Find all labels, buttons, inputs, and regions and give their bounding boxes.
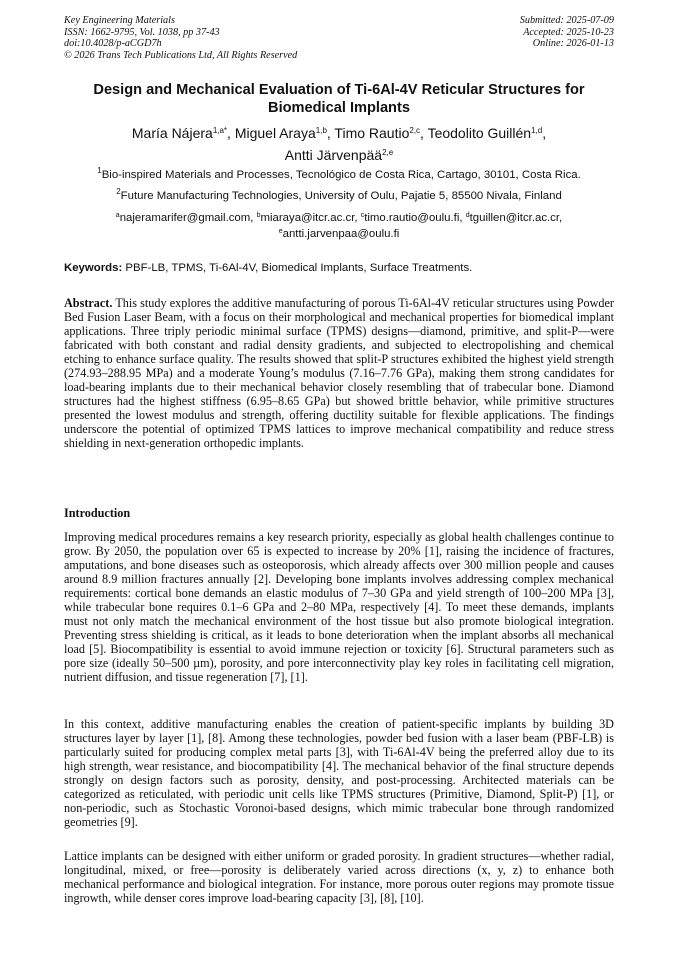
doi-line[interactable]: doi:10.4028/p-aCGD7h	[64, 38, 162, 50]
dates-header	[520, 15, 614, 50]
email-link[interactable]: $^e$antti.jarvenpaa@oulu.fi	[278, 228, 400, 240]
paper-title: Design and Mechanical Evaluation of Ti-6Al-4V Reticular Structures for Biomedical Implants	[93, 82, 585, 116]
email-link[interactable]: $^c$timo.rautio@oulu.fi	[360, 212, 460, 224]
intro-paragraph-1: Improving medical procedures remains a key research priority, especially as global health challenges continue to grow. By 2050, the population over 65 is expected to increase by 20% [1], raising the incidence of fractures, amputations, and bone diseases such as osteoporosis, which already affects over 300 million people and causes around 8.9 million fractures annually [2]. Developing bone implants involves addressing complex mechanical requirements: cortical bone demands an elastic modulus of 7–30 GPa and yield strength of 100–200 MPa [3], while trabecular bone requires 0.1–6 GPa and 2–80 MPa, respectively [4]. To meet these demands, implants must not only match the mechanical environment of the host tissue but also promote biological integration. Preventing stress shielding is critical, as it leads to bone deterioration when the implant absorbs all mechanical load [5]. Biocompatibility is essential to avoid immune rejection or toxicity [6]. Structural parameters such as pore size (ideally 50–500 µm), porosity, and pore interconnectivity play key roles in facilitating cell migration, nutrient diffusion, and tissue regeneration [7], [1].	[64, 530, 614, 684]
affiliation-2: $^2$Future Manufacturing Technologies, University of Oulu, Pajatie 5, 85500 Nivala, Finland	[116, 187, 562, 202]
intro-paragraph-3: Lattice implants can be designed with either uniform or graded porosity. In gradient structures—whether radial, longitudinal, mixed, or free—porosity is deliberately varied across directions (x, y, z) to enhance both mechanical performance and biological integration. For instance, more porous outer regions may promote tissue ingrowth, while denser cores improve load-bearing capacity [3], [8], [10].	[64, 849, 614, 905]
section-heading-introduction: Introduction	[64, 506, 131, 520]
keywords-label: Keywords:	[64, 262, 123, 274]
online-date: Online: 2026-01-13	[532, 38, 614, 50]
issn-line: ISSN: 1662-9795, Vol. 1038, pp 37-43	[64, 26, 220, 38]
author: Timo Rautio$^{2,c}$,	[334, 125, 428, 141]
email-list: $^a$najeramarifer@gmail.com, $^b$miaraya@itcr.ac.cr, $^c$timo.rautio@oulu.fi, $^d$tguillen@itcr.ac.cr, $^e$antti.jarvenpaa@oulu.fi	[115, 212, 563, 240]
keywords-text: PBF-LB, TPMS, Ti-6Al-4V, Biomedical Implants, Surface Treatments.	[125, 262, 473, 274]
abstract-label: Abstract.	[64, 296, 113, 310]
accepted-date: Accepted: 2025-10-23	[523, 26, 614, 38]
author: María Nájera$^{1,a*}$,	[131, 125, 235, 141]
copyright-line: © 2026 Trans Tech Publications Ltd, All Rights Reserved	[64, 49, 298, 61]
submitted-date: Submitted: 2025-07-09	[519, 15, 614, 26]
journal-header	[64, 15, 297, 61]
author: Antti Järvenpää$^{2,e}$	[284, 146, 394, 163]
abstract-text: This study explores the additive manufacturing of porous Ti-6Al-4V reticular structures using Powder Bed Fusion Laser Beam, with a focus on their morphological and mechanical properties for biomedical implant applications. Three triply periodic minimal surface (TPMS) designs—diamond, primitive, and split-P—were fabricated with both constant and radial density gradients, and subjected to electropolishing and chemical etching to enhance surface quality. The results showed that split-P structures exhibited the highest yield strength (274.93–288.95 MPa) and a moderate Young’s modulus (7.16–7.76 GPa), making them strong candidates for load-bearing implants due to their mechanical behavior closely resembling that of trabecular bone. Diamond structures had the highest stiffness (6.95–8.65 GPa) but showed brittle behavior, while primitive structures presented the lowest modulus and strength, offering ductility suitable for flexible applications. The findings underscore the potential of optimized TPMS lattices to improve mechanical compatibility and reduce stress shielding in next-generation orthopedic implants.	[64, 296, 614, 450]
keywords	[64, 261, 614, 275]
affiliation-1: $^1$Bio-inspired Materials and Processes, Tecnológico de Costa Rica, Cartago, 30101, Costa Rica.	[97, 166, 581, 181]
journal-name: Key Engineering Materials	[64, 15, 175, 26]
author: Miguel Araya$^{1,b}$,	[234, 125, 335, 141]
email-link[interactable]: $^d$tguillen@itcr.ac.cr	[465, 212, 560, 224]
email-link[interactable]: $^a$najeramarifer@gmail.com	[115, 212, 251, 224]
author-list	[64, 124, 614, 167]
email-link[interactable]: $^b$miaraya@itcr.ac.cr	[256, 212, 355, 224]
author: Teodolito Guillén$^{1,d}$,	[427, 125, 547, 141]
intro-paragraph-2: In this context, additive manufacturing enables the creation of patient-specific implants by building 3D structures layer by layer [1], [8]. Among these technologies, powder bed fusion with a laser beam (PBF-LB) is particularly suited for producing complex metal parts [3], with Ti-6Al-4V being the preferred alloy due to its high strength, wear resistance, and biocompatibility [4]. The mechanical behavior of the final structure depends strongly on design factors such as porosity, density, and post-processing. Architected materials can be categorized as reticulated, with periodic unit cells like TPMS structures (Primitive, Diamond, Split-P) [1], or non-periodic, such as Stochastic Voronoi-based designs, which mimic trabecular bone through randomized geometries [9].	[64, 717, 614, 829]
abstract	[64, 296, 614, 450]
